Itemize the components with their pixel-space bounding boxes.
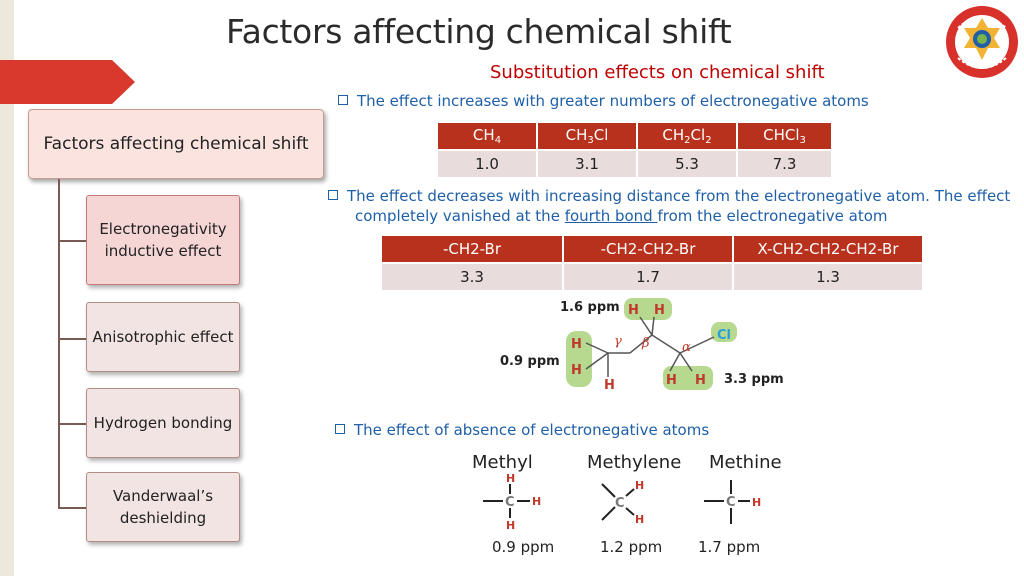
svg-text:H: H (532, 495, 542, 508)
svg-text:H: H (752, 496, 762, 509)
table-header-cell: X-CH2-CH2-CH2-Br (733, 236, 922, 263)
svg-text:β: β (642, 336, 650, 351)
bullet-text: The effect of absence of electronegative atoms (354, 421, 710, 439)
svg-text:H: H (571, 363, 582, 378)
tree-branch (58, 507, 86, 509)
tree-branch (58, 338, 86, 340)
table-header-cell: $CH_4$ (438, 123, 537, 150)
methylene-structure (596, 474, 666, 530)
propyl-chloride-structure (560, 295, 760, 395)
table-cell: 5.3 (637, 150, 737, 177)
page-subtitle: Substitution effects on chemical shift (490, 62, 825, 83)
bullet-text: The effect increases with greater numbers of electronegative atoms (357, 92, 869, 110)
table-cell: 1.0 (438, 150, 537, 177)
ppm-value-methylene: 1.2 ppm (600, 538, 663, 556)
svg-text:H: H (571, 337, 582, 352)
halomethane-shift-table (438, 123, 831, 177)
table-cell: 3.1 (537, 150, 637, 177)
page-title: Factors affecting chemical shift (226, 12, 732, 51)
tree-trunk (58, 179, 60, 509)
bullet-effect-increases (338, 91, 869, 111)
methyl-structure (478, 472, 548, 532)
university-logo (944, 4, 1020, 80)
sidebar-item-label: Hydrogen bonding (93, 414, 233, 432)
svg-text:H: H (635, 479, 645, 492)
bullet-underline-text: fourth bond (564, 207, 658, 225)
bullet-text: The effect decreases with increasing distance from the electronegative atom. The effect completely vanished at the (347, 187, 1011, 225)
table-cell: 7.3 (737, 150, 831, 177)
svg-text:H: H (506, 519, 516, 532)
svg-text:H: H (604, 378, 615, 393)
sidebar-item-electronegativity[interactable] (86, 195, 240, 285)
table-header-cell: $CH_3Cl$ (537, 123, 637, 150)
methine-structure (700, 474, 770, 530)
svg-text:C: C (505, 495, 515, 510)
table-header-cell: CHCl$_3$ (737, 123, 831, 150)
svg-text:α: α (682, 340, 691, 355)
svg-text:H: H (635, 513, 645, 526)
root-topic-label: Factors affecting chemical shift (43, 134, 309, 154)
tree-branch (58, 423, 86, 425)
compound-name-methyl: Methyl (472, 452, 533, 473)
svg-text:C: C (726, 495, 736, 510)
svg-text:C: C (615, 496, 625, 511)
checkbox-bullet-icon (338, 95, 348, 105)
ppm-value-methyl: 0.9 ppm (492, 538, 555, 556)
svg-text:H: H (506, 472, 516, 485)
svg-text:γ: γ (614, 334, 622, 349)
compound-name-methine: Methine (709, 452, 782, 473)
svg-text:H: H (666, 373, 677, 388)
table-header-cell: -CH2-Br (382, 236, 563, 263)
ppm-label-gamma: 1.6 ppm (560, 300, 620, 315)
arrow-banner (0, 60, 135, 104)
bullet-absence-electronegative (335, 420, 709, 440)
bullet-text: from the electronegative atom (657, 207, 888, 225)
sidebar-item-label: Vanderwaal’s deshielding (112, 487, 214, 527)
svg-text:Cl: Cl (717, 328, 731, 343)
checkbox-bullet-icon (335, 424, 345, 434)
compound-name-methylene: Methylene (587, 452, 682, 473)
table-cell: 3.3 (382, 263, 563, 290)
sidebar-item-hydrogen-bonding[interactable] (86, 388, 240, 458)
bullet-effect-decreases (328, 186, 1024, 226)
sidebar-item-anisotrophic[interactable] (86, 302, 240, 372)
table-header-cell: $CH_2Cl_2$ (637, 123, 737, 150)
tree-branch (58, 240, 86, 242)
svg-text:H: H (654, 303, 665, 318)
table-header-cell: -CH2-CH2-Br (563, 236, 733, 263)
bromide-distance-table (382, 236, 922, 290)
table-row (438, 150, 831, 177)
ppm-value-methine: 1.7 ppm (698, 538, 761, 556)
table-cell: 1.3 (733, 263, 922, 290)
svg-text:H: H (695, 373, 706, 388)
checkbox-bullet-icon (328, 190, 338, 200)
svg-text:H: H (628, 303, 639, 318)
ppm-label-alpha: 3.3 ppm (724, 372, 784, 387)
root-topic-box (28, 109, 324, 179)
sidebar-item-vanderwaals[interactable] (86, 472, 240, 542)
table-row (382, 263, 922, 290)
ppm-label-methyl: 0.9 ppm (500, 354, 560, 369)
sidebar-item-label: Anisotrophic effect (92, 328, 234, 346)
sidebar-item-label: Electronegativity inductive effect (99, 220, 227, 260)
table-cell: 1.7 (563, 263, 733, 290)
